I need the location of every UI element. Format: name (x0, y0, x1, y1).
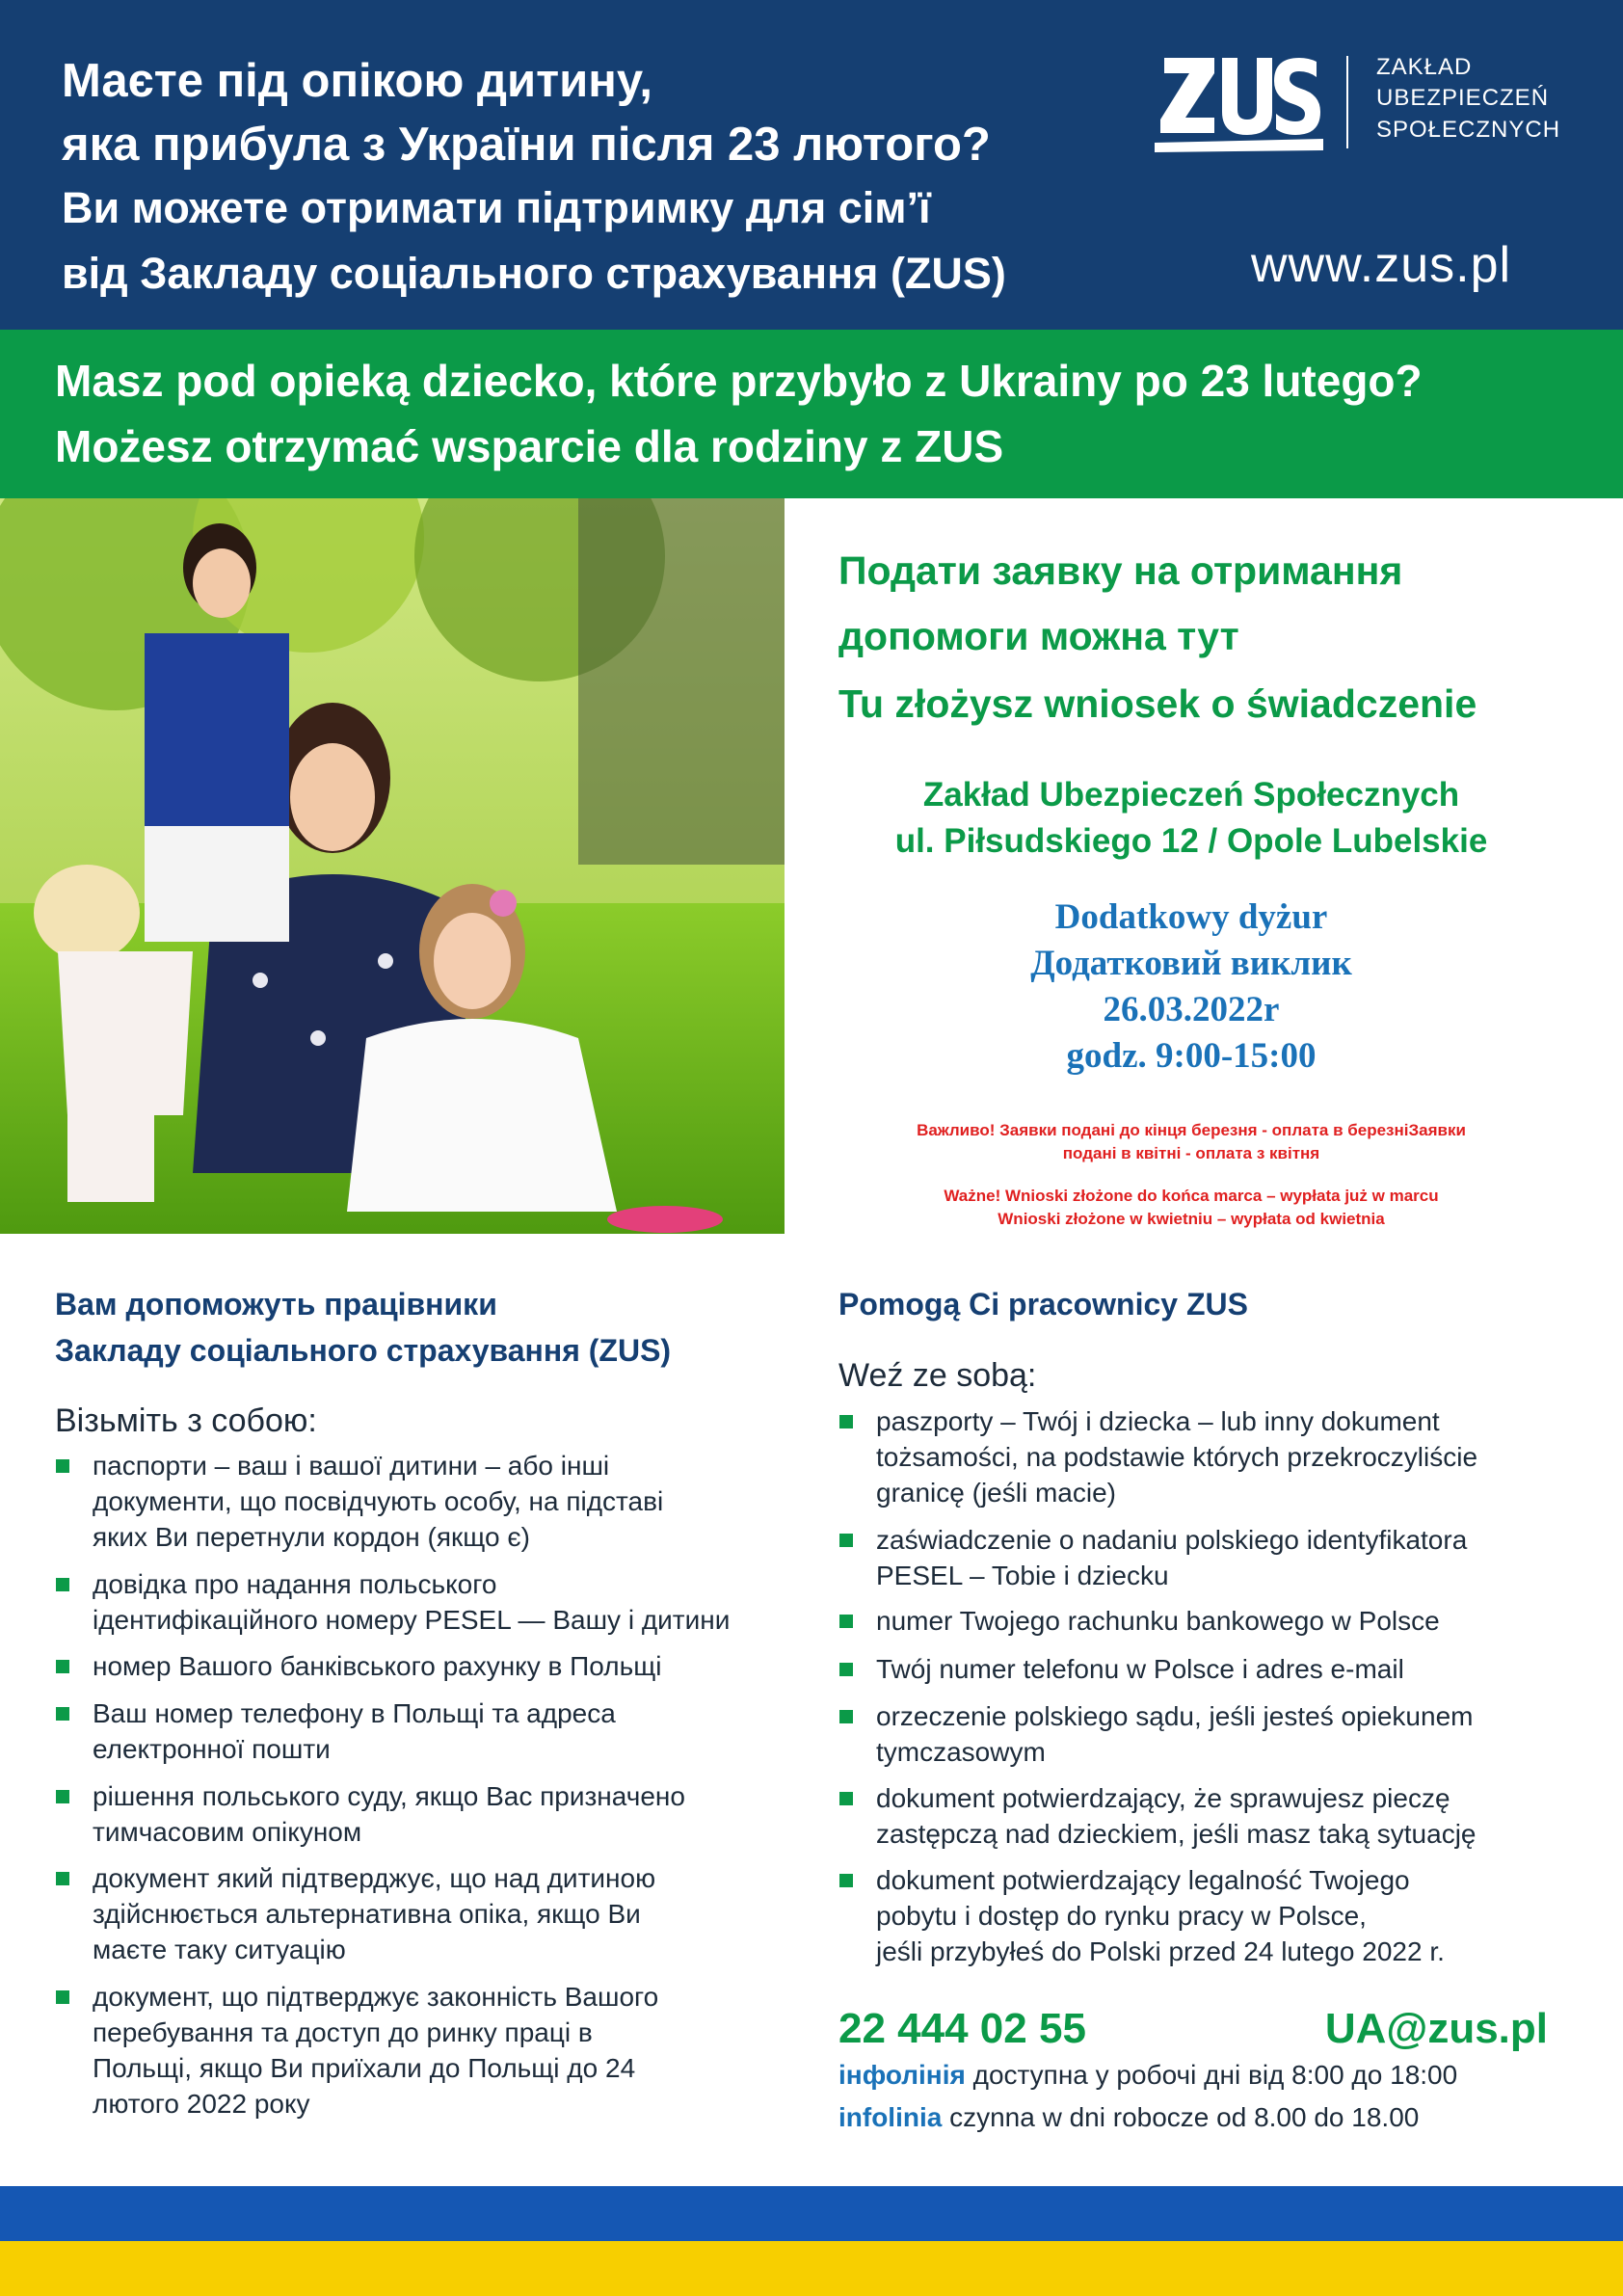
office-name: Zakład Ubezpieczeń Społecznych (922, 776, 1460, 814)
bullet-icon (839, 1615, 853, 1628)
list-item-line: Twój numer telefonu w Polsce i adres e-mail (876, 1654, 1404, 1684)
left-take-label: Візьміть з собою: (55, 1402, 317, 1439)
bullet-icon (839, 1663, 853, 1676)
site-url[interactable]: www.zus.pl (1251, 237, 1512, 293)
list-item-line: Ваш номер телефону в Польщі та адреса (93, 1698, 616, 1728)
zus-logo-icon (1155, 50, 1323, 156)
list-item-line: numer Twojego rachunku bankowego w Polsce (876, 1606, 1440, 1636)
list-item-line: zaświadczenie o nadaniu polskiego identyfikatora (876, 1525, 1468, 1555)
header-line-2: яка прибула з України після 23 лютого? (62, 119, 991, 171)
header-line-1: Маєте під опікою дитину, (62, 55, 653, 107)
list-item-line: tymczasowym (876, 1737, 1046, 1767)
contact-email[interactable]: UA@zus.pl (1324, 2005, 1548, 2052)
bullet-icon (839, 1874, 853, 1887)
bullet-icon (56, 1660, 69, 1673)
flag-stripe-yellow (0, 2241, 1623, 2296)
list-item-line: PESEL – Tobie i dziecku (876, 1561, 1169, 1590)
family-photo (0, 498, 785, 1234)
duty-line-2: Додатковий виклик (1030, 944, 1352, 983)
bullet-icon (56, 1790, 69, 1803)
list-item-line: здійснюється альтернативна опіка, якщо Ви (93, 1899, 641, 1929)
duty-hours: godz. 9:00-15:00 (1066, 1036, 1317, 1076)
header-banner (0, 0, 1623, 330)
list-item (876, 1522, 1467, 1593)
list-item (876, 1698, 1473, 1770)
note-pl-1: Ważne! Wnioski złożone do końca marca – wypłata już w marcu (944, 1187, 1439, 1205)
list-item-line: документ, що підтверджує законність Вашого (93, 1982, 659, 2012)
apply-heading-pl: Tu złożysz wniosek o świadczenie (838, 681, 1477, 726)
infoline-ua-text: доступна у робочі дні від 8:00 до 18:00 (965, 2060, 1458, 2090)
left-heading-2: Закладу соціального страхування (ZUS) (55, 1333, 672, 1368)
infoline-pl (838, 2104, 1419, 2131)
list-item (876, 1603, 1440, 1639)
list-item-line: лютого 2022 року (93, 2089, 310, 2119)
list-item-line: pobytu i dostęp do rynku pracy w Polsce, (876, 1901, 1367, 1931)
bullet-icon (839, 1792, 853, 1805)
list-item-line: рішення польського суду, якщо Вас призначено (93, 1781, 685, 1811)
duty-date: 26.03.2022r (1103, 990, 1280, 1029)
list-item (93, 1979, 658, 2122)
infoline-pl-label: infolinia (838, 2102, 943, 2132)
bullet-icon (839, 1710, 853, 1723)
list-item-line: jeśli przybyłeś do Polski przed 24 lutego 2022 r. (876, 1936, 1445, 1966)
list-item-line: zastępczą nad dzieckiem, jeśli masz taką sytuację (876, 1819, 1477, 1849)
list-item-line: номер Вашого банківського рахунку в Польщі (93, 1651, 662, 1681)
duty-line-1: Dodatkowy dyżur (1054, 897, 1328, 937)
polish-line-2: Możesz otrzymać wsparcie dla rodziny z ZUS (55, 421, 1004, 471)
list-item-line: paszporty – Twój i dziecka – lub inny dokument (876, 1406, 1440, 1436)
right-heading: Pomogą Ci pracownicy ZUS (838, 1287, 1248, 1322)
bullet-icon (56, 1872, 69, 1885)
office-address: ul. Piłsudskiego 12 / Opole Lubelskie (894, 822, 1488, 860)
list-item-line: документи, що посвідчують особу, на підставі (93, 1486, 664, 1516)
logo-text-3: SPOŁECZNYCH (1376, 117, 1561, 143)
logo-text-1: ZAKŁAD (1376, 54, 1473, 80)
list-item-line: granicę (jeśli macie) (876, 1478, 1116, 1508)
polish-banner (0, 330, 1623, 498)
header-line-3: Ви можете отримати підтримку для сім’ї (62, 183, 931, 232)
list-item (876, 1780, 1477, 1852)
list-item-line: довідка про надання польського (93, 1569, 497, 1599)
list-item (93, 1566, 730, 1638)
list-item (93, 1778, 685, 1850)
list-item-line: яких Ви перетнули кордон (якщо є) (93, 1522, 530, 1552)
bullet-icon (56, 1578, 69, 1591)
list-item (876, 1862, 1445, 1969)
apply-heading-ua-1: Подати заявку на отримання (838, 548, 1403, 593)
list-item-line: маєте таку ситуацію (93, 1935, 346, 1964)
infoline-pl-text: czynna w dni robocze od 8.00 do 18.00 (942, 2102, 1420, 2132)
right-take-label: Weź ze sobą: (838, 1357, 1037, 1394)
bullet-icon (56, 1459, 69, 1473)
polish-line-1: Masz pod opieką dziecko, które przybyło z Ukrainy po 23 lutego? (55, 356, 1423, 406)
bullet-icon (56, 1990, 69, 2004)
list-item-line: тимчасовим опікуном (93, 1817, 362, 1847)
list-item-line: Польщі, якщо Ви приїхали до Польщі до 24 (93, 2053, 636, 2083)
infoline-ua-label: інфолінія (838, 2060, 966, 2090)
list-item-line: ідентифікаційного номеру PESEL — Вашу і дитини (93, 1605, 731, 1635)
logo-text-2: UBEZPIECZEŃ (1376, 85, 1550, 111)
list-item-line: документ який підтверджує, що над дитиною (93, 1863, 656, 1893)
infoline-ua (838, 2062, 1457, 2089)
list-item (93, 1860, 655, 1967)
bullet-icon (839, 1415, 853, 1428)
list-item-line: dokument potwierdzający legalność Twojego (876, 1865, 1410, 1895)
bullet-icon (56, 1707, 69, 1721)
list-item-line: електронної пошти (93, 1734, 331, 1764)
list-item-line: orzeczenie polskiego sądu, jeśli jesteś opiekunem (876, 1701, 1474, 1731)
list-item-line: dokument potwierdzający, że sprawujesz pieczę (876, 1783, 1450, 1813)
list-item (93, 1448, 663, 1555)
note-pl-2: Wnioski złożone w kwietniu – wypłata od kwietnia (998, 1210, 1385, 1228)
logo-divider (1346, 56, 1348, 148)
apply-heading-ua-2: допомоги можна тут (838, 614, 1239, 658)
list-item (93, 1695, 616, 1767)
note-ua-2: подані в квітні - оплата з квітня (1062, 1144, 1320, 1162)
list-item-line: паспорти – ваш і вашої дитини – або інші (93, 1451, 610, 1481)
note-ua-1: Важливо! Заявки подані до кінця березня - оплата в березніЗаявки (917, 1121, 1466, 1139)
list-item-line: tożsamości, na podstawie których przekroczyliście (876, 1442, 1478, 1472)
bullet-icon (839, 1534, 853, 1547)
list-item (93, 1648, 661, 1684)
list-item (876, 1403, 1477, 1510)
infoline-phone[interactable]: 22 444 02 55 (838, 2005, 1086, 2052)
list-item-line: перебування та доступ до ринку праці в (93, 2017, 593, 2047)
flag-stripe-blue (0, 2186, 1623, 2241)
left-heading-1: Вам допоможуть працівники (55, 1287, 497, 1322)
list-item (876, 1651, 1404, 1687)
header-line-4: від Закладу соціального страхування (ZUS) (62, 249, 1006, 298)
